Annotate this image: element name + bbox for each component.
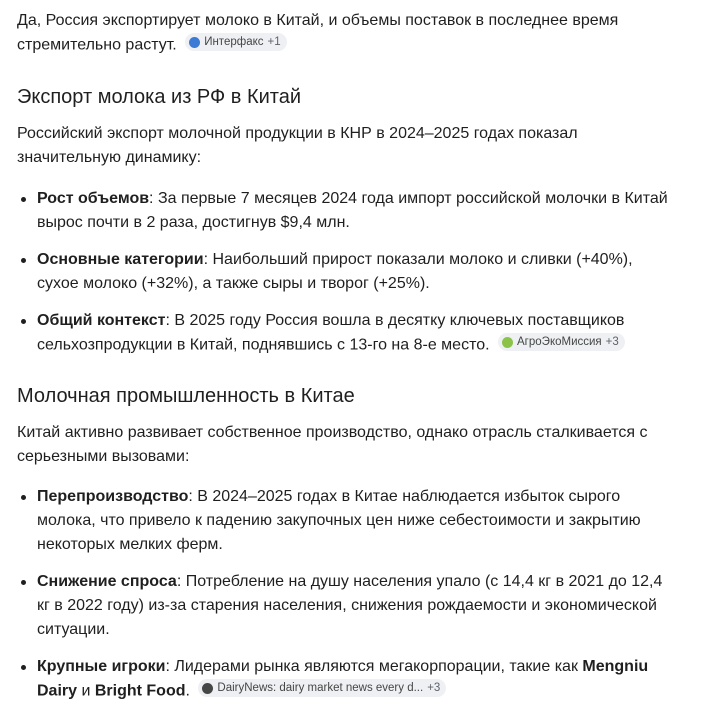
item-text: : За первые 7 месяцев 2024 года импорт российской молочки в Китай вырос почти в 2 раза, достигнув $9,4 млн. [37, 190, 668, 231]
item-term: Рост объемов [37, 190, 150, 207]
interfax-logo-icon [189, 37, 200, 48]
list-item [37, 187, 677, 235]
section-lead-export: Российский экспорт молочной продукции в КНР в 2024–2025 годах показал значительную динамику: [17, 125, 578, 166]
item-text: : Лидерами рынка являются мегакорпорации, такие как [165, 658, 583, 675]
item-term: Снижение спроса [37, 573, 177, 590]
item-text-mid: и [77, 682, 95, 700]
source-chip-count: +1 [267, 36, 281, 48]
source-chip-label: DairyNews: dairy market news every d... [217, 682, 424, 694]
bullet [21, 258, 26, 263]
source-chip-interfax[interactable] [185, 33, 286, 51]
item-text-end: . [185, 682, 190, 700]
item-text: : Потребление на душу населения упало (с 14,4 кг в 2021 до 12,4 кг в 2022 году) из-за старения населения, снижения рождаемости и экономической ситуации. [37, 573, 663, 638]
list-item [37, 309, 677, 358]
bullet [21, 580, 26, 585]
section-heading-china-dairy: Молочная промышленность в Китае [17, 385, 355, 407]
item-term: Крупные игроки [37, 658, 166, 675]
item-term: Перепроизводство [37, 488, 189, 505]
bullet [21, 495, 26, 500]
brand-mengniu: Mengniu Dairy [37, 658, 649, 700]
list-item [37, 248, 677, 296]
source-chip-count: +3 [427, 682, 441, 694]
brand-bright-food: Bright Food [94, 682, 186, 700]
source-chip-dairynews[interactable] [198, 679, 446, 697]
list-item [37, 570, 677, 642]
item-term: Основные категории [37, 251, 204, 268]
list-item [37, 655, 677, 704]
item-text: : В 2024–2025 годах в Китае наблюдается избыток сырого молока, что привело к падению закупочных цен ниже себестоимости и закрытию некоторых мелких ферм. [37, 488, 641, 553]
item-term: Общий контекст [37, 312, 166, 329]
item-text: : Наибольший прирост показали молоко и сливки (+40%), сухое молоко (+32%), а также сыры и творог (+25%). [37, 251, 633, 292]
source-chip-label: Интерфакс [204, 36, 264, 48]
source-chip-agroecomission[interactable] [498, 333, 625, 351]
source-chip-label: АгроЭкоМиссия [517, 336, 602, 348]
section-heading-export: Экспорт молока из РФ в Китай [17, 86, 302, 108]
item-text: : В 2025 году Россия вошла в десятку ключевых поставщиков сельхозпродукции в Китай, поднявшись с 13-го на 8-е место. [37, 312, 625, 354]
source-chip-count: +3 [605, 336, 619, 348]
bullet [21, 319, 26, 324]
intro-text: Да, Россия экспортирует молоко в Китай, и объемы поставок в последнее время стремительно растут. [17, 12, 619, 54]
agroecomission-logo-icon [502, 337, 513, 348]
list-item [37, 485, 677, 557]
bullet [21, 665, 26, 670]
bullet [21, 197, 26, 202]
intro-paragraph [17, 9, 677, 58]
dairynews-logo-icon [202, 683, 213, 694]
section-lead-china-dairy: Китай активно развивает собственное производство, однако отрасль сталкивается с серьезными вызовами: [17, 424, 648, 465]
